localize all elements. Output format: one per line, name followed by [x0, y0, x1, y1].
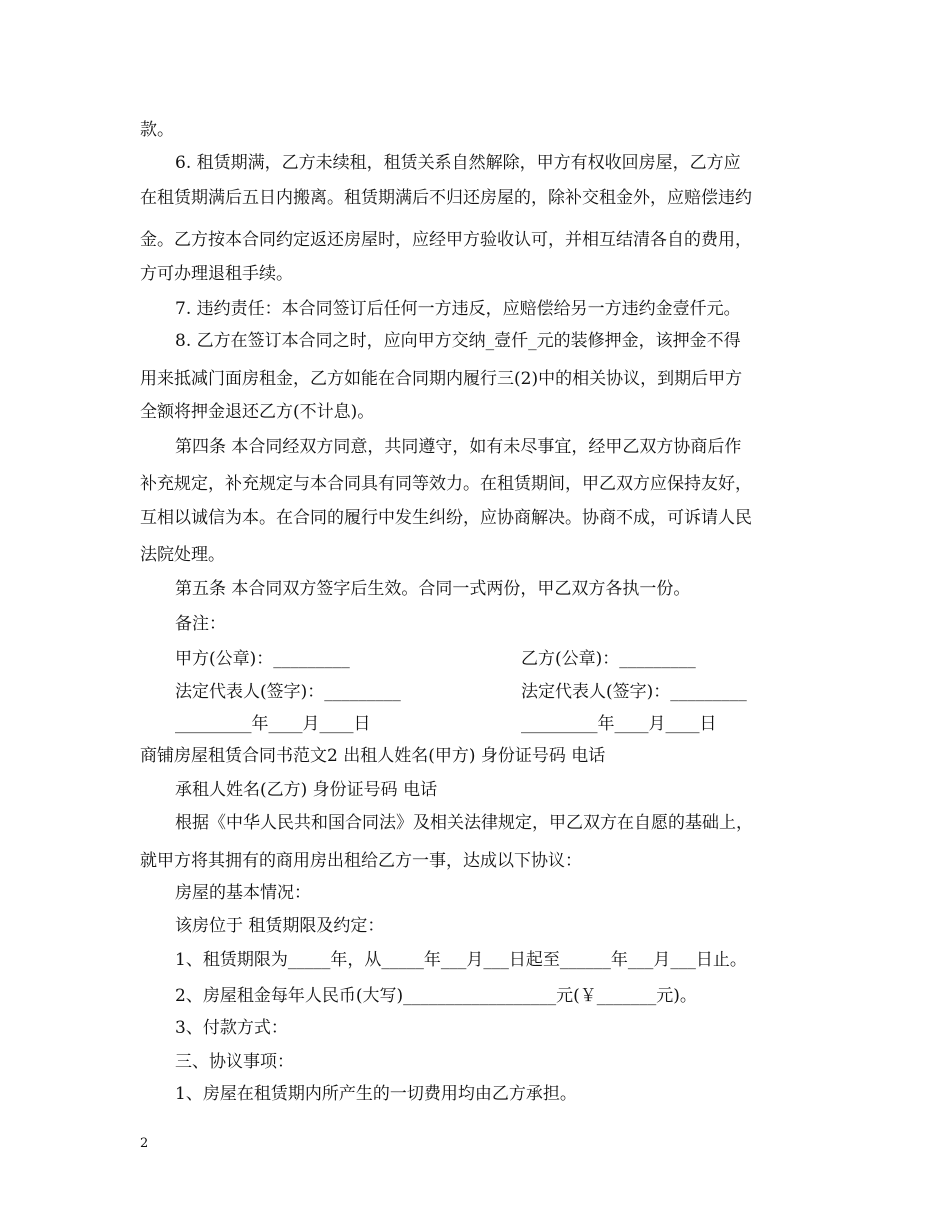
- section-five-heading: 第五条 本合同双方签字后生效。合同一式两份，甲乙双方各执一份。: [175, 579, 691, 599]
- party-b-representative-line: 法定代表人(签字)：_________: [521, 682, 747, 702]
- text-line: 6. 租赁期满，乙方未续租，租赁关系自然解除，甲方有权收回房屋，乙方应: [175, 153, 741, 173]
- section-four-heading: 第四条 本合同经双方同意，共同遵守，如有未尽事宜，经甲乙双方协商后作: [175, 437, 742, 457]
- text-line: 金。乙方按本合同约定返还房屋时，应经甲方验收认可，并相互结清各自的费用，: [140, 230, 752, 250]
- text-line: 该房位于 租赁期限及约定：: [175, 916, 385, 936]
- text-line: 三、协议事项：: [175, 1052, 294, 1072]
- party-b-date-line: _________年____月____日: [521, 714, 717, 734]
- text-line: 3、付款方式：: [175, 1018, 288, 1038]
- text-line: 1、房屋在租赁期内所产生的一切费用均由乙方承担。: [175, 1084, 577, 1104]
- text-line: 方可办理退租手续。: [140, 264, 293, 284]
- remarks-label: 备注：: [175, 614, 226, 634]
- party-b-seal-line: 乙方(公章)：_________: [521, 649, 696, 669]
- party-a-seal-line: 甲方(公章)：_________: [175, 649, 350, 669]
- text-line: 互相以诚信为本。在合同的履行中发生纠纷，应协商解决。协商不成，可诉请人民: [140, 508, 752, 528]
- text-line: 补充规定，补充规定与本合同具有同等效力。在租赁期间，甲乙双方应保持友好，: [140, 474, 752, 494]
- text-line: 7. 违约责任：本合同签订后任何一方违反，应赔偿给另一方违约金壹仟元。: [175, 299, 741, 319]
- text-line: 全额将押金退还乙方(不计息)。: [140, 402, 375, 422]
- text-line: 就甲方将其拥有的商用房出租给乙方一事，达成以下协议：: [140, 851, 582, 871]
- text-line: 2、房屋租金每年人民币(大写)__________________元(￥_______元)。: [175, 986, 697, 1006]
- text-line: 根据《中华人民共和国合同法》及相关法律规定，甲乙双方在自愿的基础上，: [175, 813, 753, 833]
- page-number: 2: [140, 1136, 149, 1151]
- text-line: 1、租赁期限为_____年，从_____年___月___日起至______年___月___日止。: [175, 950, 747, 970]
- text-line: 房屋的基本情况：: [175, 883, 311, 903]
- text-line: 8. 乙方在签订本合同之时，应向甲方交纳_壹仟_元的装修押金，该押金不得: [175, 331, 741, 351]
- text-line: 款。: [140, 120, 174, 140]
- party-a-date-line: _________年____月____日: [175, 714, 371, 734]
- party-a-representative-line: 法定代表人(签字)：_________: [175, 682, 401, 702]
- text-line: 在租赁期满后五日内搬离。租赁期满后不归还房屋的，除补交租金外，应赔偿违约: [140, 188, 752, 208]
- text-line: 用来抵减门面房租金，乙方如能在合同期内履行三(2)中的相关协议，到期后甲方: [140, 369, 743, 389]
- second-contract-title: 商铺房屋租赁合同书范文2 出租人姓名(甲方) 身份证号码 电话: [140, 746, 606, 766]
- text-line: 法院处理。: [140, 545, 225, 565]
- text-line: 承租人姓名(乙方) 身份证号码 电话: [175, 780, 438, 800]
